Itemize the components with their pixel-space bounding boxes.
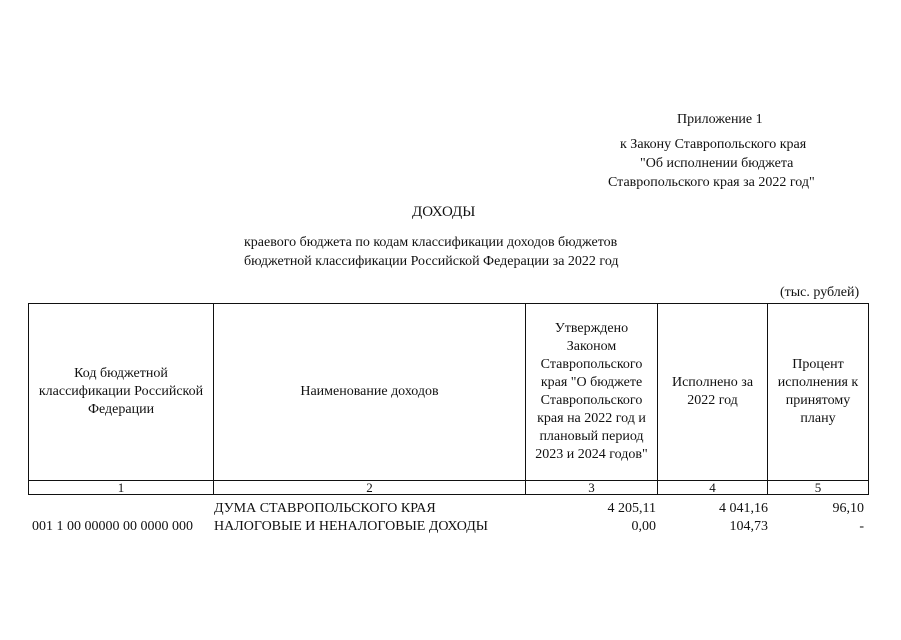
document-subtitle-line1: краевого бюджета по кодам классификации доходов бюджетов <box>244 235 618 250</box>
header-approved: Утверждено Законом Ставропольского края "О бюджете Ставропольского края на 2022 год и плановый период 2023 и 2024 годов" <box>526 304 658 481</box>
header-code: Код бюджетной классификации Российской Федерации <box>29 304 214 481</box>
column-number: 4 <box>658 481 768 495</box>
appendix-law-name-line2: Ставропольского края за 2022 год" <box>608 175 815 190</box>
header-name: Наименование доходов <box>214 304 526 481</box>
row-executed: 104,73 <box>729 519 768 534</box>
units-label: (тыс. рублей) <box>780 285 860 300</box>
document-subtitle-line2: бюджетной классификации Российской Федерации за 2022 год <box>244 254 619 269</box>
income-table-header <box>28 303 869 495</box>
row-percent: - <box>859 519 864 534</box>
column-number: 3 <box>526 481 658 495</box>
row-executed: 4 041,16 <box>719 501 768 516</box>
appendix-law-name-line1: "Об исполнении бюджета <box>640 156 794 171</box>
column-number-row <box>29 481 869 495</box>
row-name: ДУМА СТАВРОПОЛЬСКОГО КРАЯ <box>214 501 436 516</box>
row-name: НАЛОГОВЫЕ И НЕНАЛОГОВЫЕ ДОХОДЫ <box>214 519 488 534</box>
column-number: 5 <box>768 481 869 495</box>
appendix-title: Приложение 1 <box>677 112 763 127</box>
column-number: 2 <box>214 481 526 495</box>
table-row <box>28 501 868 519</box>
document-title: ДОХОДЫ <box>412 204 476 220</box>
appendix-law-line: к Закону Ставропольского края <box>620 137 807 152</box>
row-code: 001 1 00 00000 00 0000 000 <box>32 519 193 534</box>
table-row <box>28 519 868 537</box>
row-percent: 96,10 <box>832 501 864 516</box>
header-row <box>29 304 869 481</box>
header-percent: Процент исполнения к принятому плану <box>768 304 869 481</box>
row-approved: 4 205,11 <box>607 501 656 516</box>
row-approved: 0,00 <box>631 519 656 534</box>
header-executed: Исполнено за 2022 год <box>658 304 768 481</box>
column-number: 1 <box>29 481 214 495</box>
